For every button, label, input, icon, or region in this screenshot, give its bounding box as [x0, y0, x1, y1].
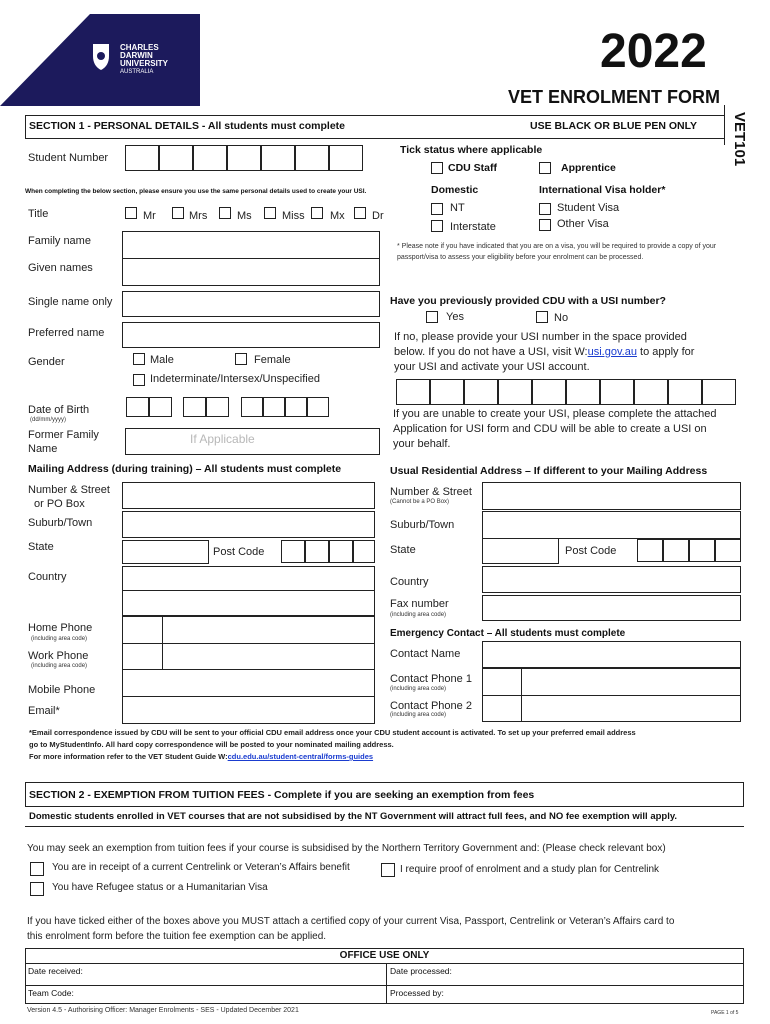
gender-male-label: Male: [150, 354, 174, 366]
mailing-street-input[interactable]: [122, 482, 375, 509]
footer-version: Version 4.5 - Authorising Officer: Manager Enrolments - SES - Updated December 2021: [27, 1007, 299, 1014]
contact-phone1-label: Contact Phone 1: [390, 673, 472, 685]
student-visa-label: Student Visa: [557, 202, 620, 214]
other-visa-label: Other Visa: [557, 218, 609, 230]
dob-format: (dd/mm/yyyy): [30, 417, 66, 423]
form-title: VET ENROLMENT FORM: [508, 87, 720, 107]
pen-note: USE BLACK OR BLUE PEN ONLY: [530, 120, 698, 132]
dob-label: Date of Birth: [28, 404, 90, 416]
res-state-input[interactable]: [482, 538, 559, 564]
usi-no-label: No: [554, 312, 569, 324]
email-label: Email*: [28, 705, 60, 717]
res-country-input[interactable]: [482, 566, 741, 593]
title-ms-label: Ms: [237, 210, 252, 222]
apprentice-checkbox[interactable]: [539, 162, 551, 174]
single-name-input[interactable]: [122, 291, 380, 317]
mailing-heading: Mailing Address (during training) – All students must complete: [28, 463, 342, 475]
domestic-fees-note: Domestic students enrolled in VET courses that are not subsidised by the NT Government will attract full fees, and NO fee exemption will apply.: [29, 811, 678, 822]
home-phone-hint: (including area code): [31, 636, 88, 642]
team-code-label: Team Code:: [28, 988, 74, 998]
cdu-staff-label: CDU Staff: [448, 162, 497, 174]
proof-enrolment-label: I require proof of enrolment and a study plan for Centrelink: [400, 864, 660, 875]
usi-unable-note: If you are unable to create your USI, please complete the attached Application for USI form and CDU will be able to create a USI on your behalf.: [393, 408, 717, 450]
former-family-placeholder: If Applicable: [190, 432, 255, 446]
nt-label: NT: [450, 202, 465, 214]
usi-info: If no, please provide your USI number in the space provided below. If you do not have a USI, visit W:usi.gov.au to apply for your USI and activate your USI account.: [394, 331, 695, 373]
cdu-logo-text: CHARLES DARWIN UNIVERSITY AUSTRALIA: [120, 43, 169, 75]
state-label: State: [28, 541, 54, 553]
number-street-label: Number & Street or PO Box: [28, 484, 110, 510]
contact-name-label: Contact Name: [390, 648, 461, 660]
gender-other-label: Indeterminate/Intersex/Unspecified: [150, 373, 320, 385]
residential-heading: Usual Residential Address – If different to your Mailing Address: [390, 465, 708, 477]
fax-hint: (including area code): [390, 612, 447, 618]
office-use-heading: OFFICE USE ONLY: [339, 950, 430, 961]
student-visa-checkbox[interactable]: [539, 203, 551, 215]
contact-numbers-box[interactable]: [122, 616, 375, 724]
mailing-suburb-input[interactable]: [122, 511, 375, 538]
title-label: Title: [28, 208, 49, 220]
processed-by-label: Processed by:: [390, 988, 444, 998]
visa-note: * Please note if you have indicated that you are on a visa, you will be required to provide a copy of your passport/visa to assess your eligibility before your enrolment can be processed.: [397, 243, 717, 261]
intl-visa-heading: International Visa holder*: [539, 184, 666, 196]
title-mrs-label: Mrs: [189, 210, 208, 222]
title-miss-checkbox[interactable]: [264, 207, 276, 219]
given-names-label: Given names: [28, 262, 93, 274]
usi-yes-label: Yes: [446, 311, 464, 323]
form-year: 2022: [600, 25, 707, 78]
res-state-label: State: [390, 544, 416, 556]
former-family-label: Former Family Name: [28, 429, 99, 455]
title-miss-label: Miss: [282, 210, 305, 222]
section2-heading: SECTION 2 - EXEMPTION FROM TUITION FEES - Complete if you are seeking an exemption from fees: [29, 789, 535, 801]
title-dr-label: Dr: [372, 210, 384, 222]
fax-input[interactable]: [482, 595, 741, 621]
tick-status-heading: Tick status where applicable: [400, 144, 543, 156]
domestic-heading: Domestic: [431, 184, 479, 196]
res-number-street-label: Number & Street: [390, 486, 472, 498]
gender-female-label: Female: [254, 354, 291, 366]
refugee-checkbox[interactable]: [30, 882, 44, 896]
usi-no-checkbox[interactable]: [536, 311, 548, 323]
fax-label: Fax number: [390, 598, 449, 610]
same-details-note: When completing the below section, please ensure you use the same personal details used to create your USI.: [25, 188, 367, 195]
gender-male-checkbox[interactable]: [133, 353, 145, 365]
gender-other-checkbox[interactable]: [133, 374, 145, 386]
interstate-checkbox[interactable]: [431, 220, 443, 232]
res-suburb-label: Suburb/Town: [390, 519, 455, 531]
email-correspondence-note: *Email correspondence issued by CDU will be sent to your official CDU email address once your CDU student account is activated. To set up your preferred email address go to MyStudentInfo. All hard copy correspondence will be posted to your nominated mailing address. For more information refer to the VET Student Guide W:cdu.edu.au/student-central/forms-guides: [29, 728, 636, 761]
centrelink-label: You are in receipt of a current Centrelink or Veteran’s Affairs benefit: [52, 862, 350, 873]
preferred-name-label: Preferred name: [28, 327, 105, 339]
form-code: VET101: [731, 112, 748, 167]
home-phone-label: Home Phone: [28, 622, 93, 634]
title-mx-checkbox[interactable]: [311, 207, 323, 219]
res-country-label: Country: [390, 576, 429, 588]
family-name-label: Family name: [28, 235, 91, 247]
res-no-po-note: (Cannot be a PO Box): [390, 499, 450, 505]
nt-checkbox[interactable]: [431, 203, 443, 215]
title-mr-checkbox[interactable]: [125, 207, 137, 219]
cdu-logo-banner: [0, 14, 200, 106]
usi-question: Have you previously provided CDU with a USI number?: [390, 295, 666, 307]
title-mrs-checkbox[interactable]: [172, 207, 184, 219]
attach-note: If you have ticked either of the boxes above you MUST attach a certified copy of your current Visa, Passport, Centrelink or Veteran’s Affairs card to this enrolment form before the tuition fee exemption can be applied.: [27, 916, 675, 942]
res-street-input[interactable]: [482, 482, 741, 510]
emergency-heading: Emergency Contact – All students must complete: [390, 628, 626, 639]
usi-link[interactable]: usi.gov.au: [587, 346, 637, 358]
cdu-staff-checkbox[interactable]: [431, 162, 443, 174]
forms-guides-link[interactable]: cdu.edu.au/student-central/forms-guides: [227, 752, 374, 761]
mailing-country-input[interactable]: [122, 566, 375, 616]
other-visa-checkbox[interactable]: [539, 219, 551, 231]
mailing-state-input[interactable]: [122, 540, 209, 564]
suburb-label: Suburb/Town: [28, 517, 93, 529]
title-mr-label: Mr: [143, 210, 156, 222]
usi-yes-checkbox[interactable]: [426, 311, 438, 323]
footer-page: PAGE 1 of 5: [711, 1010, 739, 1016]
title-ms-checkbox[interactable]: [219, 207, 231, 219]
refugee-label: You have Refugee status or a Humanitarian Visa: [52, 882, 268, 893]
may-seek-note: You may seek an exemption from tuition fees if your course is subsidised by the Northern Territory Government and: (Please check relevant box): [27, 843, 666, 854]
interstate-label: Interstate: [450, 221, 496, 233]
preferred-name-input[interactable]: [122, 322, 380, 348]
apprentice-label: Apprentice: [561, 162, 616, 174]
contact-phone2-hint: (including area code): [390, 712, 447, 718]
section1-heading: SECTION 1 - PERSONAL DETAILS - All students must complete: [29, 120, 346, 132]
mobile-label: Mobile Phone: [28, 684, 96, 696]
student-number-label: Student Number: [28, 152, 109, 164]
work-phone-hint: (including area code): [31, 663, 88, 669]
contact-phone1-hint: (including area code): [390, 686, 447, 692]
centrelink-checkbox[interactable]: [30, 862, 44, 876]
title-dr-checkbox[interactable]: [354, 207, 366, 219]
gender-female-checkbox[interactable]: [235, 353, 247, 365]
postcode-label: Post Code: [213, 546, 265, 558]
single-name-label: Single name only: [28, 296, 113, 308]
title-mx-label: Mx: [330, 210, 345, 222]
work-phone-label: Work Phone: [28, 650, 89, 662]
res-postcode-label: Post Code: [565, 545, 617, 557]
country-label: Country: [28, 571, 67, 583]
proof-enrolment-checkbox[interactable]: [381, 863, 395, 877]
contact-name-input[interactable]: [482, 641, 741, 668]
res-suburb-input[interactable]: [482, 511, 741, 539]
contact-phone2-label: Contact Phone 2: [390, 700, 472, 712]
date-received-label: Date received:: [28, 966, 83, 976]
gender-label: Gender: [28, 356, 65, 368]
date-processed-label: Date processed:: [390, 966, 452, 976]
